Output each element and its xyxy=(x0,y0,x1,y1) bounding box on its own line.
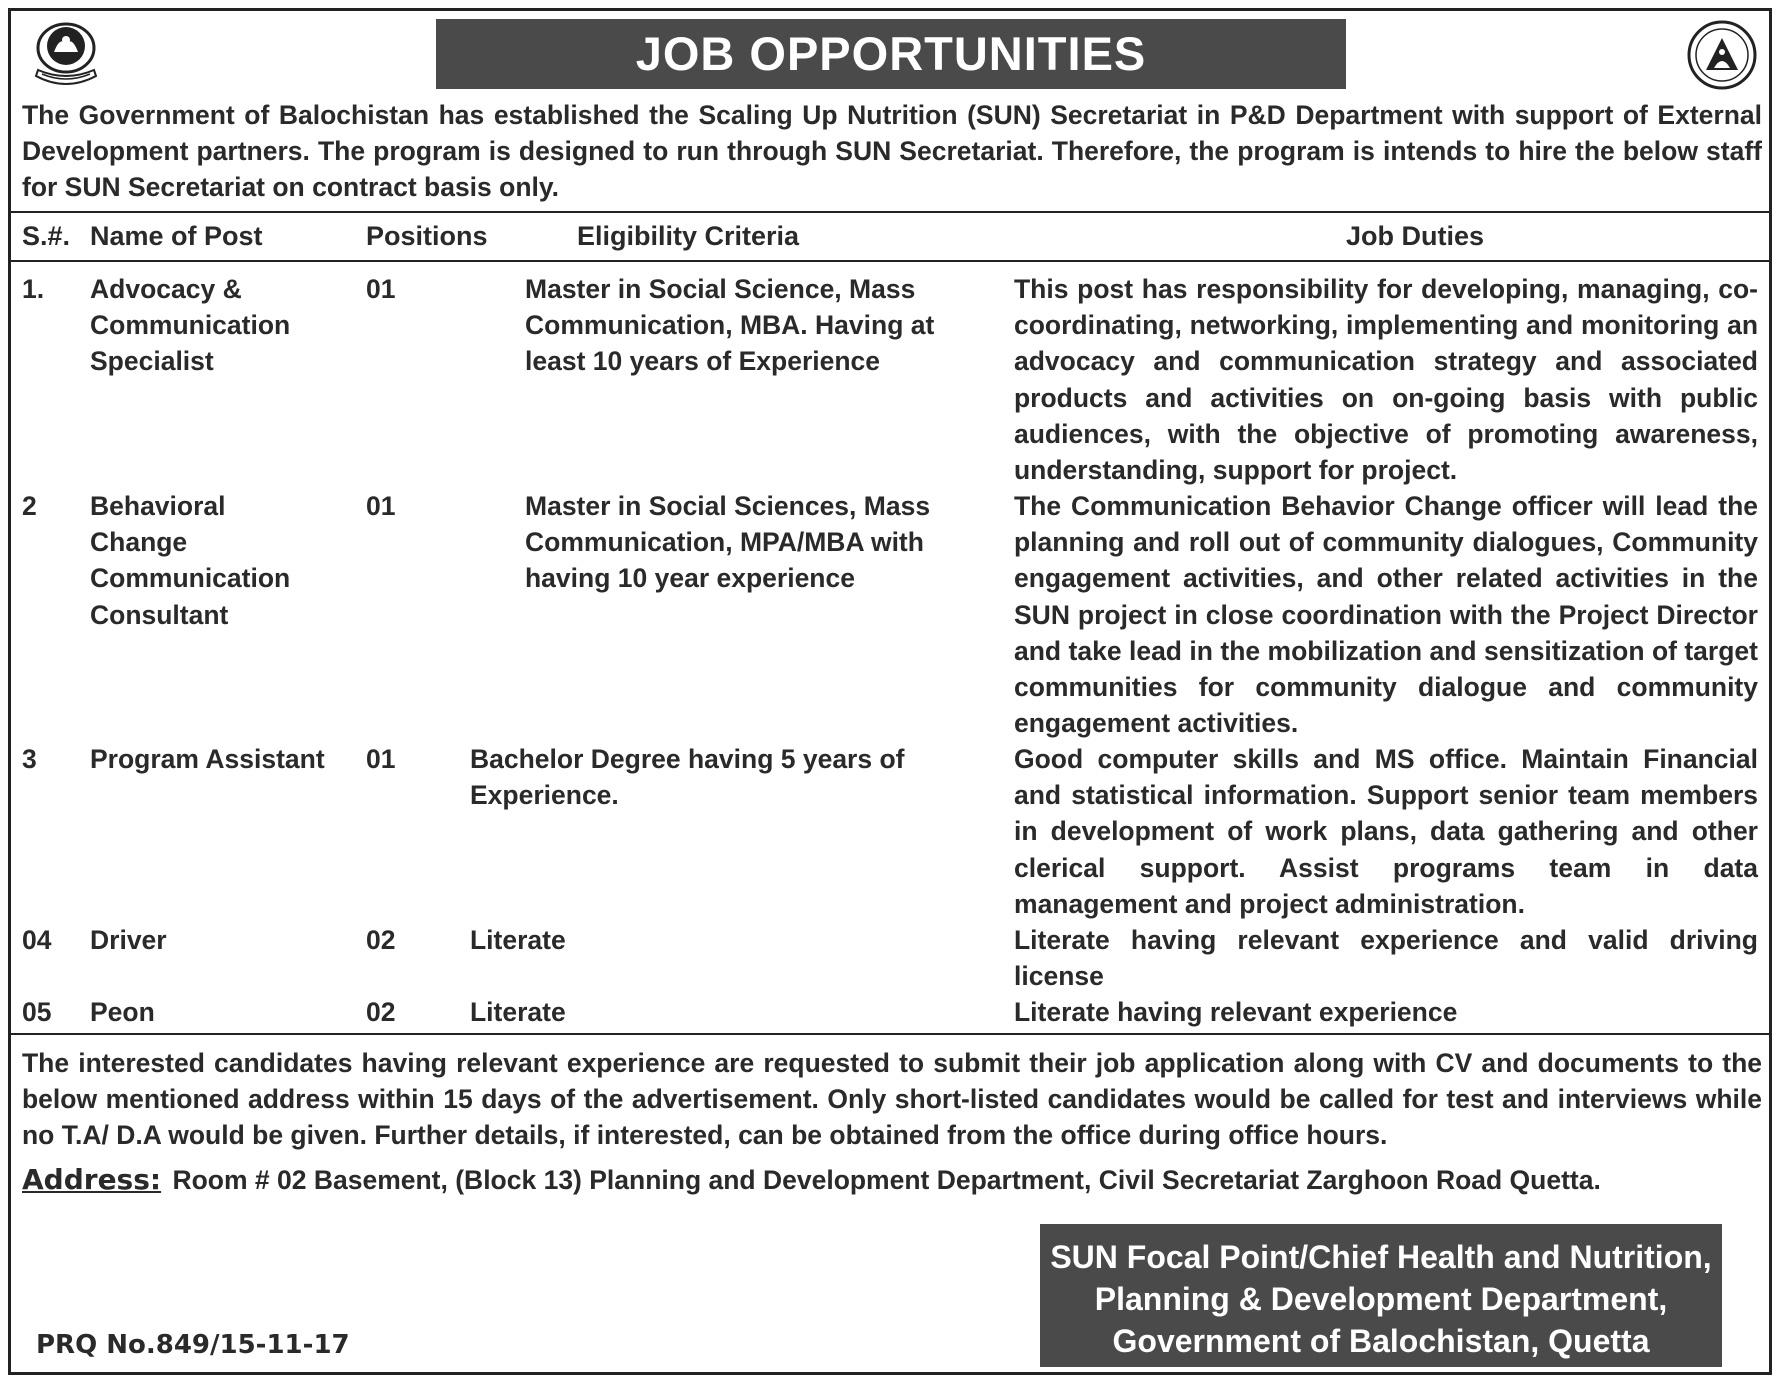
row-3-eligibility: Bachelor Degree having 5 years of Experience. xyxy=(470,744,905,811)
row-4-duties: Literate having relevant experience and valid driving license xyxy=(1014,925,1758,992)
signatory-line-3: Government of Balochistan, Quetta xyxy=(1112,1323,1650,1359)
address-line xyxy=(22,1163,1762,1196)
row-4-sno: 04 xyxy=(22,925,52,955)
row-1-positions: 01 xyxy=(366,274,396,304)
divider xyxy=(8,1033,1772,1035)
row-5-eligibility: Literate xyxy=(470,997,566,1027)
page-title: JOB OPPORTUNITIES xyxy=(436,19,1346,89)
row-3-positions: 01 xyxy=(366,744,396,774)
header-duties: Job Duties xyxy=(1346,221,1485,251)
row-5-duties: Literate having relevant experience xyxy=(1014,997,1458,1027)
row-4-eligibility: Literate xyxy=(470,925,566,955)
row-5-positions: 02 xyxy=(366,997,396,1027)
row-5-sno: 05 xyxy=(22,997,52,1027)
row-1-duties: This post has responsibility for developing, managing, co-coordinating, networking, implementing and monitoring an advocacy and communication strategy and associated products and activities on on-going basis with public audiences, with the objective of promoting awareness, understanding, support for project. xyxy=(1014,274,1758,486)
row-2-eligibility: Master in Social Sciences, Mass Communication, MPA/MBA with having 10 year experience xyxy=(525,491,931,594)
row-4-post: Driver xyxy=(90,925,167,955)
header-post: Name of Post xyxy=(90,221,263,251)
signatory-box xyxy=(1040,1224,1722,1367)
address-label: Address: xyxy=(22,1163,162,1196)
application-instructions: The interested candidates having relevant experience are requested to submit their job application along with CV and documents to the below mentioned address within 15 days of the advertisement. Only short-listed candidates would be called for test and interviews while no T.A/ D.A would be given. Further details, if interested, can be obtained from the office during office hours. xyxy=(22,1048,1762,1150)
row-2-post: Behavioral Change Communication Consultant xyxy=(90,491,291,630)
row-3-sno: 3 xyxy=(22,744,37,774)
prq-number: PRQ No.849/15-11-17 xyxy=(36,1330,350,1360)
address-text: Room # 02 Basement, (Block 13) Planning and Development Department, Civil Secretariat Zarghoon Road Quetta. xyxy=(172,1165,1601,1195)
row-3-post: Program Assistant xyxy=(90,744,325,774)
row-2-sno: 2 xyxy=(22,491,37,521)
row-1-post: Advocacy & Communication Specialist xyxy=(90,274,291,377)
row-1-eligibility: Master in Social Science, Mass Communication, MBA. Having at least 10 years of Experience xyxy=(525,274,935,377)
intro-paragraph: The Government of Balochistan has established the Scaling Up Nutrition (SUN) Secretariat in P&D Department with support of External Development partners. The program is designed to run through SUN Secretariat. Therefore, the program is intends to hire the below staff for SUN Secretariat on contract basis only. xyxy=(22,100,1762,202)
header-sno: S.#. xyxy=(22,221,71,251)
row-3-duties: Good computer skills and MS office. Maintain Financial and statistical information. Support senior team members in development of work plans, data gathering and other clerical support. Assist programs team in data management and project administration. xyxy=(1014,744,1758,919)
divider xyxy=(8,211,1772,213)
department-seal-icon xyxy=(1680,18,1764,92)
row-2-positions: 01 xyxy=(366,491,396,521)
row-4-positions: 02 xyxy=(366,925,396,955)
row-2-duties: The Communication Behavior Change officer will lead the planning and roll out of community dialogues, Community engagement activities, and other related activities in the SUN project in close coordination with the Project Director and take lead in the mobilization and sensitization of target communities for community dialogue and community engagement activities. xyxy=(1014,491,1758,739)
row-1-sno: 1. xyxy=(22,274,45,304)
signatory-line-1: SUN Focal Point/Chief Health and Nutrition, xyxy=(1050,1239,1712,1275)
header-eligibility: Eligibility Criteria xyxy=(577,221,800,251)
signatory-line-2: Planning & Development Department, xyxy=(1094,1281,1668,1317)
header-positions: Positions xyxy=(366,221,488,251)
row-5-post: Peon xyxy=(90,997,155,1027)
government-emblem-icon xyxy=(24,18,108,92)
divider xyxy=(8,260,1772,262)
